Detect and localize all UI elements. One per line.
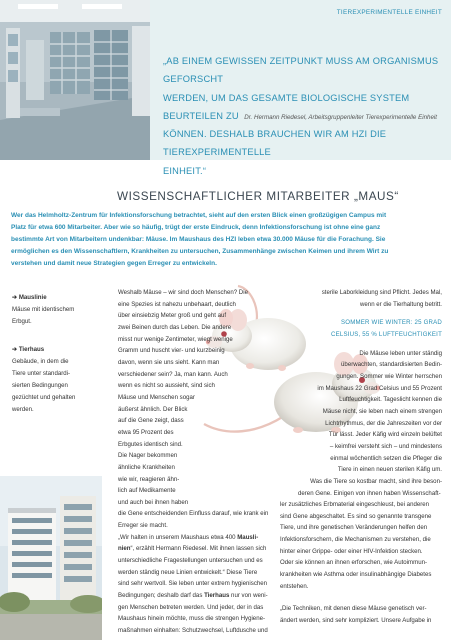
body-line: Lichtrhythmus, der die Jahreszeiten vor der	[325, 419, 442, 427]
quote-line: EINHEIT.“	[163, 165, 207, 176]
highlight-line: SOMMER WIE WINTER: 25 GRAD	[340, 319, 442, 327]
body-line: werden ständig neue Linien entwickelt.“ Diese Tiere	[118, 568, 258, 576]
quote-author: Dr. Hermann Riedesel, Arbeitsgruppenleiter Tierexperimentelle Einheit	[244, 114, 437, 121]
body-line: – keimfrei versteht sich – und mindestens	[329, 442, 442, 450]
body-line: Tiere in einen neuen sterilen Käfig um.	[337, 466, 442, 474]
body-line: davon, wenn sie uns sieht. Kann man	[118, 358, 220, 366]
article-column-2	[280, 287, 442, 627]
body-line: verschiedener sein? Ja, man kann. Auch	[118, 370, 228, 378]
glossary-tierhaus	[12, 344, 98, 417]
glossary-line: Erbgut.	[12, 318, 32, 326]
body-line: Infektionsforschern, die Mechanismen zu verstehen, die	[280, 536, 431, 544]
intro-line: Wer das Helmholtz-Zentrum für Infektionsforschung betrachtet, sieht auf den ersten Blick einen großzügigen Campus mit	[11, 212, 387, 219]
body-text: nur von weni-	[229, 592, 268, 600]
body-line: äußerst ähnlich. Der Blick	[118, 405, 188, 413]
glossary-line: Gebäude, in dem die	[12, 358, 69, 366]
body-line: im Maushaus 22 Grad Celsius und 55 Prozent	[317, 384, 442, 392]
body-line: sind sehr wertvoll. Sie leben unter extrem hygienischen	[118, 580, 268, 588]
glossary-reference: nien	[118, 545, 131, 553]
body-text: „Wir halten in unserem Maushaus etwa 400	[118, 533, 238, 541]
highlight-line: CELSIUS, 55 % LUFTFEUCHTIGKEIT	[331, 330, 442, 338]
article-column-1	[118, 287, 274, 637]
quote-line: „AB EINEM GEWISSEN ZEITPUNKT MUSS AM ORGANISMUS GEFORSCHT	[163, 56, 439, 85]
glossary-reference: Tierhaus	[204, 592, 230, 600]
body-line: krankheiten wie Asthma oder insulinabhängige Diabetes	[280, 571, 432, 579]
body-line: Tür lässt. Jeder Käfig wird einzeln belüftet	[328, 431, 442, 439]
body-line	[118, 590, 274, 602]
body-line: und auch bei ihnen haben	[118, 498, 189, 506]
body-line: ler zusätzliches Erbmaterial eingeschleust, bei anderen	[280, 501, 430, 509]
glossary-reference: Mausli-	[237, 533, 259, 541]
intro-line: verstehen und damit neue Strategien gegen Erreger zu entwickeln.	[11, 259, 217, 267]
buildings-photo	[0, 476, 102, 640]
section-label: TIEREXPERIMENTELLE EINHEIT	[336, 9, 442, 16]
laboratory-photo	[0, 0, 150, 160]
glossary-line: werden.	[12, 406, 34, 414]
arrow-right-icon: ➔	[12, 294, 18, 301]
intro-line: Platz für etwa 600 Mitarbeiter. Aber wie so häufig, trügt der erste Eindruck, denn Infektionsforschung ist ohne eine ganz	[11, 223, 381, 231]
body-line: gungen. Sommer wie Winter herrschen	[336, 372, 442, 380]
body-line: entstehen.	[280, 582, 309, 590]
quote-line: KÖNNEN. DESHALB BRAUCHEN WIR AM HZI DIE TIEREXPERIMENTELLE	[163, 129, 387, 158]
glossary-term: Tierhaus	[18, 346, 45, 353]
body-line: hinter einer Grippe- oder einer HIV-Infektion stecken.	[280, 547, 423, 555]
body-text: “, erzählt Hermann Riedesel. Mit ihnen lassen sich	[130, 545, 267, 553]
glossary-line: Tiere unter standardi-	[12, 370, 71, 378]
glossary-line: gezüchtet und gehalten	[12, 394, 76, 402]
article-headline: WISSENSCHAFTLICHER MITARBEITER „MAUS“	[117, 190, 399, 203]
body-line: Erbgutes identisch sind.	[118, 440, 183, 448]
body-line: Mäuse und Menschen sogar	[118, 393, 195, 401]
body-text: Bedingungen; deshalb darf das	[118, 592, 205, 600]
body-line: Luftfeuchtigkeit. Tageslicht kennen die	[339, 396, 442, 404]
quote-line: WERDEN, UM DAS GESAMTE BIOLOGISCHE SYSTEM BEURTEILEN ZU	[163, 92, 410, 121]
body-line: „Die Techniken, mit denen diese Mäuse genetisch ver-	[280, 605, 427, 613]
body-line: unterschiedliche Fragestellungen untersuchen und es	[118, 557, 263, 565]
body-line: Die Nager bekommen	[118, 452, 178, 460]
body-line: maßnahmen einhalten: Schutzwechsel, Luftdusche und	[118, 627, 268, 635]
glossary-mauslinie	[12, 292, 98, 328]
body-line: Tiere, und ihre genetischen Veränderungen helfen den	[280, 524, 428, 532]
laboratory-photo-graphic	[0, 0, 150, 160]
body-line: Gramm und huscht vier- und kurzbeinig	[118, 347, 225, 355]
body-line: auf die Gene zeigt, dass	[118, 417, 184, 425]
body-line	[118, 532, 274, 544]
body-line: deren Gene. Einigen von ihnen haben Wissenschaft-	[298, 489, 441, 497]
body-line: eine Spezies ist nahezu unbehaart, deutlich	[118, 300, 236, 308]
body-line: Die Mäuse leben unter ständig	[359, 349, 442, 357]
body-line: überwachten, standardisierten Bedin-	[341, 361, 442, 369]
body-line: die Gene entscheidenden Einfluss darauf, wie krank ein	[118, 510, 269, 518]
glossary-line: Mäuse mit identischem	[12, 306, 75, 314]
body-line: Maushaus hinein möchte, muss die strengen Hygiene-	[118, 615, 266, 623]
body-line: Weshalb Mäuse – wir sind doch Menschen? Die	[118, 289, 248, 296]
body-line: Oder sie können an ihnen erforschen, wie Autoimmun-	[280, 559, 428, 567]
body-line: sterile Laborkleidung sind Pflicht. Jedes Mal,	[321, 289, 442, 296]
body-line: Was die Tiere so kostbar macht, sind ihre beson-	[310, 477, 442, 485]
arrow-right-icon: ➔	[12, 346, 18, 353]
body-line: etwa 95 Prozent des	[118, 428, 174, 436]
body-line: wenn er die Tierhaltung betritt.	[360, 300, 442, 308]
body-line: gen Menschen betreten werden. Und jeder, der in das	[118, 603, 264, 611]
body-line: Mäuse nicht, sie leben nach einem strengen	[322, 407, 442, 415]
body-line: über einsiebzig Meter groß und geht auf	[118, 312, 227, 320]
body-line: wenn es nicht so aussieht, sind sich	[118, 382, 215, 390]
glossary-line: sierten Bedingungen	[12, 382, 68, 390]
body-line: wie wir, reagieren ähn-	[118, 475, 180, 483]
intro-line: ermöglichen es den Wissenschaftlern, Krankheiten zu untersuchen, Zusammenhänge zwischen Keimen und ihrem Wirt zu	[11, 247, 389, 255]
buildings-photo-graphic	[0, 476, 102, 640]
body-line: zwei Beinen durch das Leben. Die andere	[118, 323, 232, 331]
article-intro	[11, 210, 443, 270]
body-line: misst nur wenige Zentimeter, wiegt wenige	[118, 335, 233, 343]
body-line: einmal wöchentlich setzen die Pfleger die	[330, 454, 442, 462]
body-line	[118, 543, 274, 555]
intro-line: bestimmte Art von Mitarbeitern undenkbar: Mäuse. Im Maushaus des HZI leben etwa 30.000 Mäuse für die Forachung. Sie	[11, 235, 386, 243]
glossary-term: Mauslinie	[18, 294, 47, 301]
body-line: ändert werden, sind sehr kompliziert. Unsere Aufgabe in	[280, 617, 432, 625]
body-line: Erreger sie macht.	[118, 522, 168, 530]
body-line: lich auf Medikamente	[118, 487, 176, 495]
body-line: ähnliche Krankheiten	[118, 463, 175, 471]
header-band	[0, 0, 451, 176]
body-line: sind Gene abgeschaltet. Es sind so genannte transgene	[280, 512, 432, 520]
